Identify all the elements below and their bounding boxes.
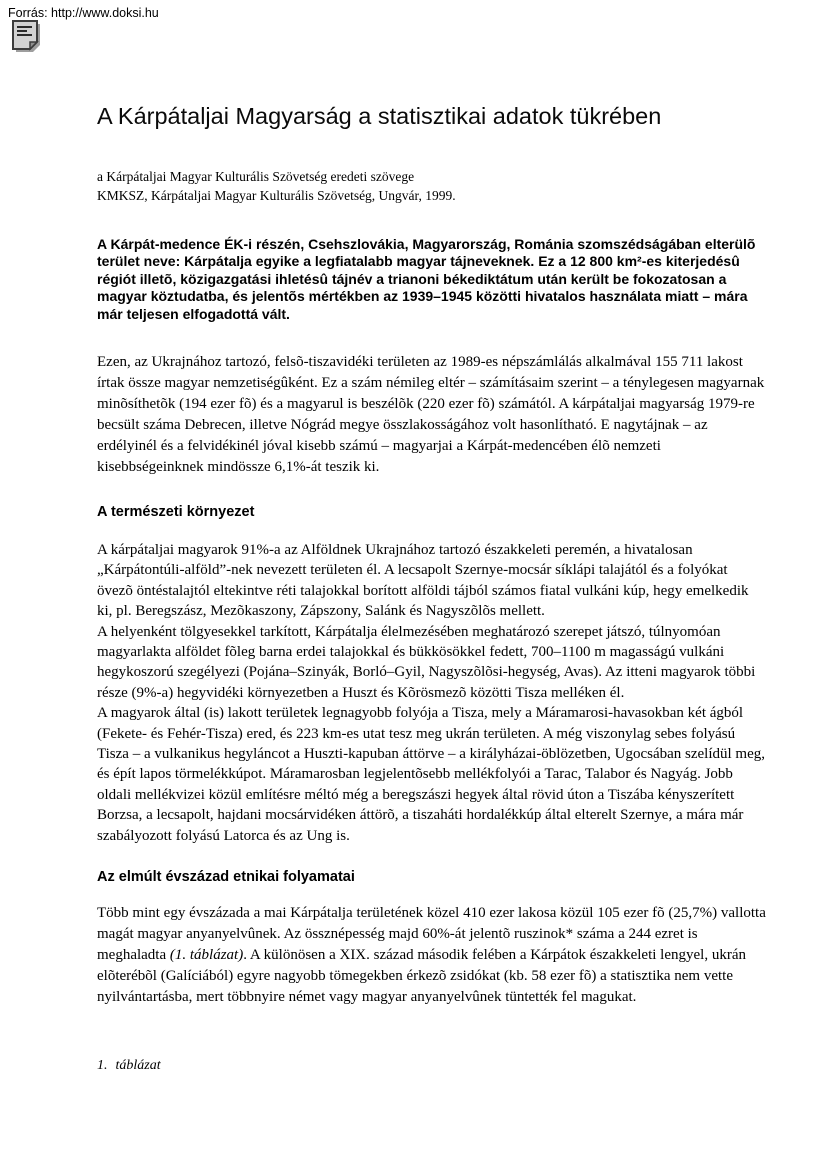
table-caption-number: 1.: [97, 1058, 108, 1073]
table-reference: (1. táblázat): [169, 947, 244, 963]
intro-paragraph: Ezen, az Ukrajnához tartozó, felsõ-tiszavidéki területen az 1989-es népszámlálás alkalmával 155 711 lakost írtak össze magyar nemzetiségûként. Ez a szám némileg eltér – számításaim szerint – a ténylegesen magyarnak minõsíthetõk (194 ezer fõ) és a magyarul is beszélõk (220 ezer fõ) számától. A kárpátaljai magyarság 1979-re becsült száma Debrecen, illetve Nógrád megye összlakosságához volt hasonlítható. E nagytájnak – az erdélyinél és a felvidékinél jóval kisebb számú – magyarjai a Kárpát-medencében élõ nemzeti kisebbségeinknek mindössze 6,1%-át teszik ki.: [97, 354, 765, 475]
table-caption-label: táblázat: [115, 1058, 161, 1073]
source-url-label: Forrás: http://www.doksi.hu: [8, 6, 159, 20]
nature-paragraph-1: A kárpátaljai magyarok 91%-a az Alföldnek Ukrajnához tartozó északkeleti peremén, a hivatalosan „Kárpátontúli-alföld”-nek nevezett területen él. A lecsapolt Szernye-mocsár síklápi talajától és a folyókat övezõ öntéstalajtól eltekintve réti talajokkal borított alföldi tájból számos fiatal vulkáni kúp, hegy emelkedik ki, pl. Beregszász, Mezõkaszony, Zápszony, Salánk és Nagyszõlõs mellett.: [97, 542, 749, 620]
section-heading-ethnic: Az elmúlt évszázad etnikai folyamatai: [97, 869, 355, 885]
nature-paragraph-2: A helyenként tölgyesekkel tarkított, Kárpátalja élelmezésében meghatározó szerepet játszó, túlnyomóan magyarlakta alföldet fõleg barna erdei talajokkal és bükkösökkel fedett, 700–1100 m magasságú vulkáni hegykoszorú szegélyezi (Pojána–Szinyák, Borló–Gyil, Nagyszõlõsi-hegység, Avas). Az itteni magyarok többi része (9%-a) hegyvidéki környezetben a Huszt és Kõrösmezõ közötti Tisza melléken él.: [97, 623, 756, 701]
subtitle-line-1: a Kárpátaljai Magyar Kulturális Szövetség eredeti szövege: [97, 169, 415, 184]
document-icon: [10, 19, 44, 55]
ethnic-text-after-ref: . A különösen a XIX. század második felében a Kárpátok északkeleti lengyel, ukrán elõterébõl (Galíciából) egyre nagyobb tömegekben érkezõ zsidókat (kb. 58 ezer fõ) a statisztika nem vette nyilvántartásba, mert többnyire német vagy magyar anyanyelvûnek tüntették fel magukat.: [97, 947, 746, 1005]
section-heading-nature: A természeti környezet: [97, 504, 255, 520]
nature-paragraph-3: A magyarok által (is) lakott területek legnagyobb folyója a Tisza, mely a Máramarosi-havasokban két ágból (Fekete- és Fehér-Tisza) ered, és 223 km-es utat tesz meg ukrán területen. A még viszonylag sebes folyású Tisza – a vulkanikus hegyláncot a Huszti-kapuban áttörve – a királyházai-öblözetben, Ugocsában szelídül meg, és épít lapos törmelékkúpot. Máramarosban legjelentõsebb mellékfolyói a Tarac, Talabor és Nagyág. Jobb oldali mellékvizei közül említésre méltó még a beregszászi hegyek által rövid úton a Tiszába kényszerített Borzsa, a lecsapolt, hajdani mocsárvidéken áttörõ, a tiszaháti hordalékkúp által elterelt Szernye, a mára már szabályozott folyású Latorca és az Ung is.: [97, 705, 765, 844]
subtitle-line-2: KMKSZ, Kárpátaljai Magyar Kulturális Szövetség, Ungvár, 1999.: [97, 188, 456, 203]
lead-paragraph: A Kárpát-medence ÉK-i részén, Csehszlovákia, Magyarország, Románia szomszédságában elterülõ terület neve: Kárpátalja egyike a legfiatalabb magyar tájneveknek. Ez a 12 800 km²-es kiterjedésû régiót illetõ, közigazgatási ihletésû tájnév a trianoni békediktátum után került be fokozatosan a magyar köztudatba, és jelentõs mértékben az 1939–1945 közötti hivatalos használata miatt – mára már teljesen elfogadottá vált.: [97, 236, 756, 322]
section-ethnic-paragraph: [97, 903, 767, 1008]
subtitle-block: [97, 167, 456, 205]
page-title: A Kárpátaljai Magyarság a statisztikai adatok tükrében: [97, 103, 662, 129]
table-caption: [97, 1058, 161, 1074]
ethnic-text-before-ref: Több mint egy évszázada a mai Kárpátalja területének közel 410 ezer lakosa közül 105 ezer fõ (25,7%) vallotta magát magyar anyanyelvûnek. Az össznépesség majd 60%-át jelentõ ruszinok* száma a 244 ezret is meghaladta: [97, 905, 766, 963]
section-nature-text: [97, 540, 767, 846]
